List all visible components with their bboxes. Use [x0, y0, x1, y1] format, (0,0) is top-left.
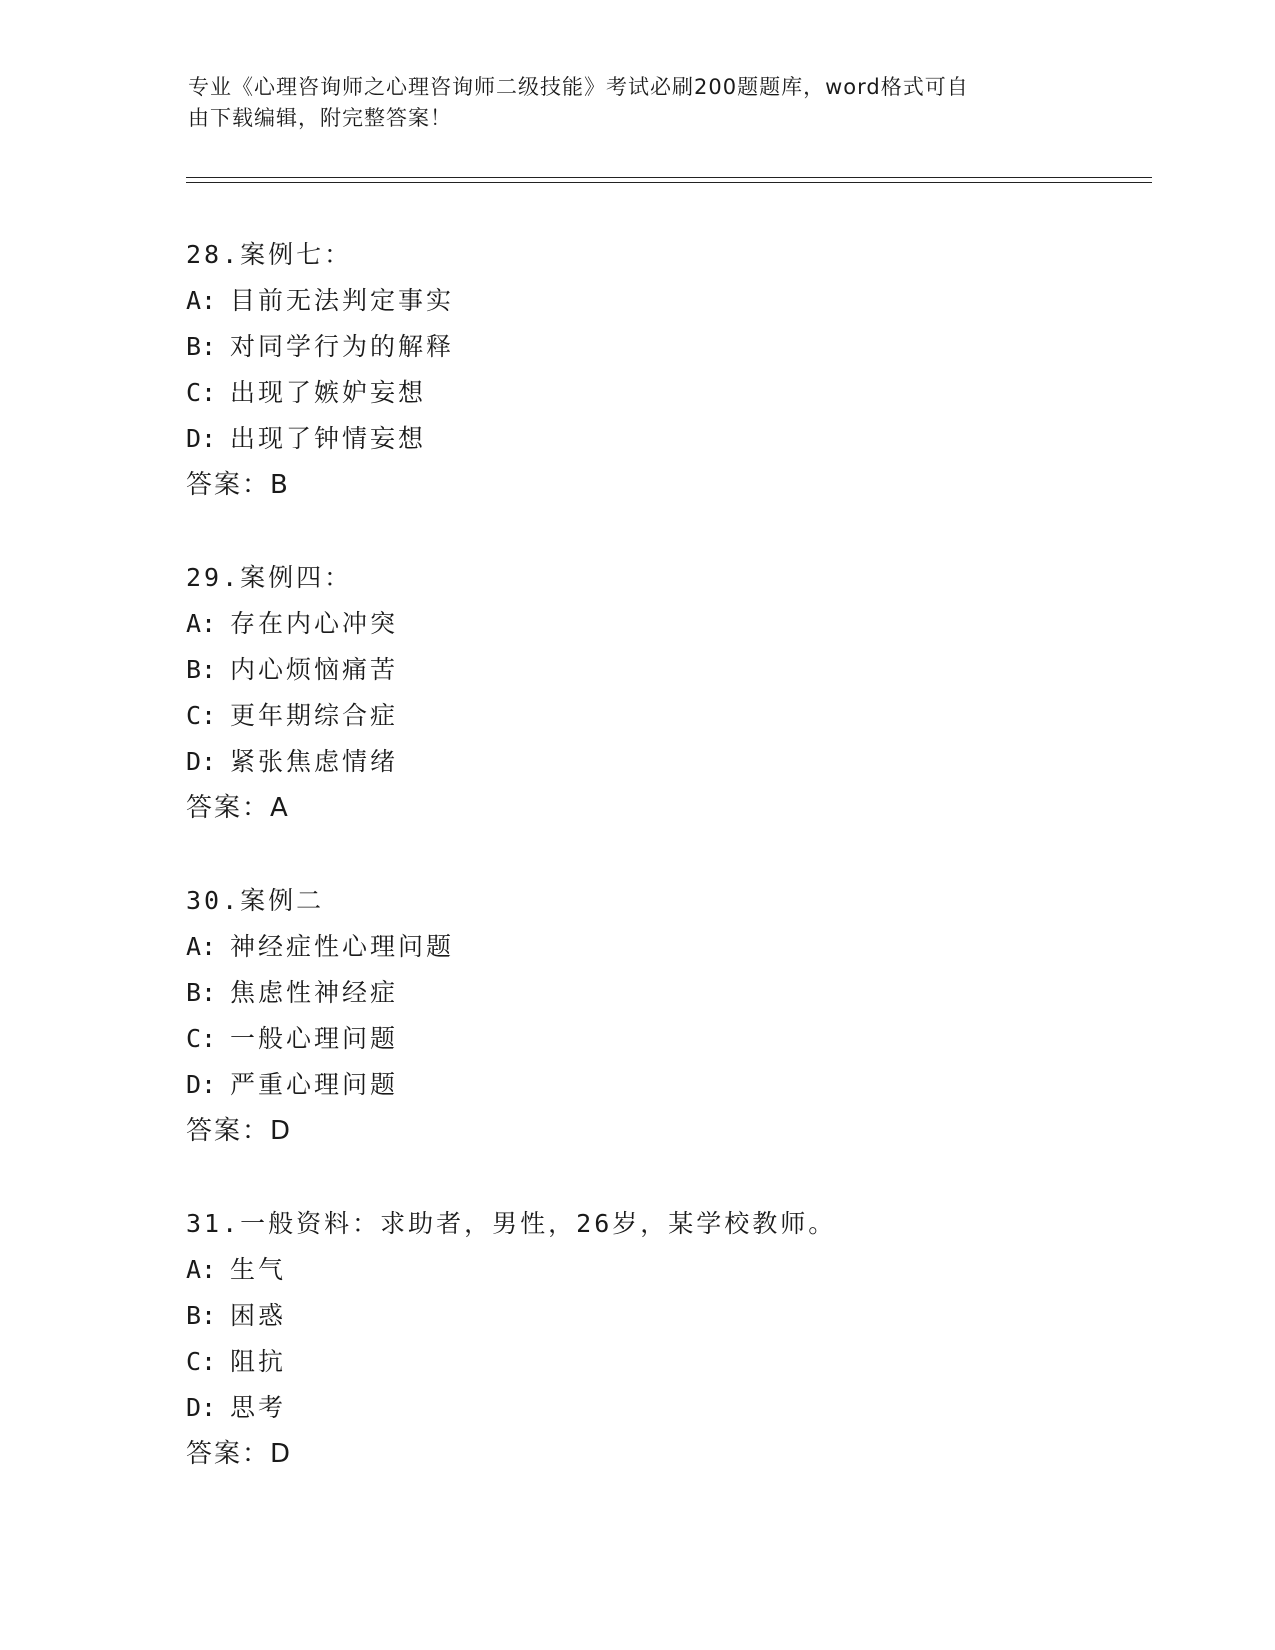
option-text: 阻抗: [230, 1347, 287, 1376]
question-title: 28.案例七：: [186, 240, 353, 269]
option-text: 思考: [230, 1393, 287, 1422]
question-title: 30.案例二: [186, 886, 325, 915]
option-letter: C:: [186, 1347, 217, 1376]
option-letter: B:: [186, 332, 217, 361]
option-a: [186, 278, 1146, 324]
option-letter: C:: [186, 701, 217, 730]
option-c: [186, 693, 1146, 739]
option-text: 对同学行为的解释: [230, 332, 455, 361]
option-letter: A:: [186, 1255, 217, 1284]
option-d: [186, 1062, 1146, 1108]
question-28: [186, 232, 1146, 508]
option-text: 焦虑性神经症: [230, 978, 399, 1007]
option-text: 生气: [230, 1255, 287, 1284]
question-title: 29.案例四：: [186, 563, 353, 592]
option-d: [186, 739, 1146, 785]
option-letter: A:: [186, 932, 217, 961]
option-text: 内心烦恼痛苦: [230, 655, 399, 684]
option-text: 存在内心冲突: [230, 609, 399, 638]
question-30: [186, 878, 1146, 1154]
option-letter: D:: [186, 1070, 217, 1099]
answer-line: 答案：B: [186, 470, 290, 500]
option-text: 严重心理问题: [230, 1070, 399, 1099]
option-c: [186, 370, 1146, 416]
question-title: 31.一般资料：求助者，男性，26岁，某学校教师。: [186, 1209, 837, 1238]
option-text: 困惑: [230, 1301, 287, 1330]
option-text: 更年期综合症: [230, 701, 399, 730]
option-d: [186, 416, 1146, 462]
option-text: 神经症性心理问题: [230, 932, 455, 961]
option-letter: B:: [186, 1301, 217, 1330]
option-b: [186, 970, 1146, 1016]
header-line-1: 专业《心理咨询师之心理咨询师二级技能》考试必刷200题题库，word格式可自: [188, 75, 969, 99]
option-a: [186, 601, 1146, 647]
option-c: [186, 1016, 1146, 1062]
option-letter: A:: [186, 609, 217, 638]
option-letter: B:: [186, 978, 217, 1007]
question-list: [186, 232, 1146, 1524]
option-text: 出现了钟情妄想: [230, 424, 427, 453]
option-letter: C:: [186, 1024, 217, 1053]
option-a: [186, 924, 1146, 970]
option-d: [186, 1385, 1146, 1431]
option-b: [186, 324, 1146, 370]
option-text: 出现了嫉妒妄想: [230, 378, 427, 407]
option-a: [186, 1247, 1146, 1293]
option-letter: C:: [186, 378, 217, 407]
answer-line: 答案：D: [186, 1116, 293, 1146]
answer-line: 答案：D: [186, 1439, 293, 1469]
header-line-2: 由下载编辑，附完整答案！: [188, 106, 452, 130]
option-letter: D:: [186, 1393, 217, 1422]
option-c: [186, 1339, 1146, 1385]
question-29: [186, 555, 1146, 831]
option-letter: A:: [186, 286, 217, 315]
question-31: [186, 1201, 1146, 1477]
option-letter: B:: [186, 655, 217, 684]
document-header: [188, 72, 1088, 134]
option-text: 一般心理问题: [230, 1024, 399, 1053]
option-letter: D:: [186, 424, 217, 453]
option-b: [186, 647, 1146, 693]
header-rule-bottom: [186, 182, 1152, 183]
option-letter: D:: [186, 747, 217, 776]
header-rule-top: [186, 177, 1152, 178]
answer-line: 答案：A: [186, 793, 290, 823]
option-b: [186, 1293, 1146, 1339]
option-text: 目前无法判定事实: [230, 286, 455, 315]
option-text: 紧张焦虑情绪: [230, 747, 399, 776]
